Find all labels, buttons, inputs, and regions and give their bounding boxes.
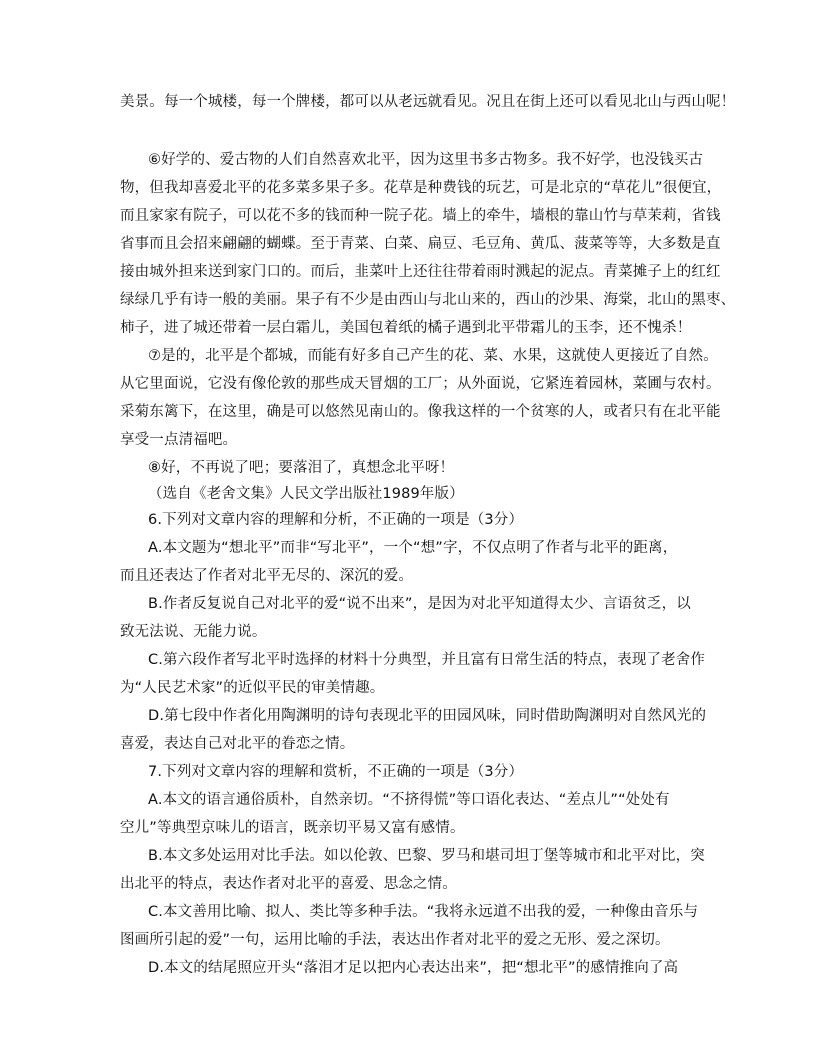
question-6-option-a: A.本文题为“想北平”而非“写北平”，一个“想”字，不仅点明了作者与北平的距离， — [148, 540, 678, 556]
question-6-option-b: B.作者反复说自己对北平的爱“说不出来”，是因为对北平知道得太少、言语贫乏，以 — [148, 596, 691, 612]
text-line: ⑧好，不再说了吧；要落泪了，真想念北平呀！ — [148, 460, 455, 476]
text-line: 图画所引起的爱”一句，运用比喻的手法，表达出作者对北平的爱之无形、爱之深切。 — [120, 932, 670, 948]
question-7-option-c: C.本文善用比喻、拟人、类比等多种手法。“我将永远道不出我的爱，一种像由音乐与 — [148, 904, 699, 920]
text-line: 致无法说、无能力说。 — [120, 624, 267, 640]
question-7-option-a: A.本文的语言通俗质朴，自然亲切。“不挤得慌”等口语化表达、“差点儿”“处处有 — [148, 792, 670, 808]
text-line: 喜爱，表达自己对北平的眷恋之情。 — [120, 736, 355, 752]
text-line: 绿绿几乎有诗一般的美丽。果子有不少是由西山与北山来的，西山的沙果、海棠，北山的黑枣、 — [120, 292, 736, 308]
text-line: 采菊东篱下，在这里，确是可以悠然见南山的。像我这样的一个贫寒的人，或者只有在北平能 — [120, 404, 721, 420]
text-line: 接由城外担来送到家门口的。而后，韭菜叶上还往往带着雨时溅起的泥点。青菜摊子上的红红 — [120, 264, 721, 280]
question-7-option-b: B.本文多处运用对比手法。如以伦敦、巴黎、罗马和堪司坦丁堡等城市和北平对比，突 — [148, 848, 705, 864]
text-line: 而且还表达了作者对北平无尽的、深沉的爱。 — [120, 568, 413, 584]
question-6-stem: 6.下列对文章内容的理解和分析，不正确的一项是（3分） — [148, 512, 524, 528]
text-line: ⑦是的，北平是个都城，而能有好多自己产生的花、菜、水果，这就使人更接近了自然。 — [148, 348, 718, 364]
text-line: ⑥好学的、爱古物的人们自然喜欢北平，因为这里书多古物多。我不好学，也没钱买古 — [148, 152, 704, 168]
text-line: 从它里面说，它没有像伦敦的那些成天冒烟的工厂；从外面说，它紧连着园林，菜圃与农村。 — [120, 376, 721, 392]
text-line: 空儿”等典型京味儿的语言，既亲切平易又富有感情。 — [120, 820, 465, 836]
text-line: 物，但我却喜爱北平的花多菜多果子多。花草是种费钱的玩艺，可是北京的“草花儿”很便宜， — [120, 180, 722, 196]
text-line: 而且家家有院子，可以花不多的钱而种一院子花。墙上的牵牛，墙根的靠山竹与草茉莉，省钱 — [120, 208, 721, 224]
text-line: 省事而且会招来翩翩的蝴蝶。至于青菜、白菜、扁豆、毛豆角、黄瓜、菠菜等等，大多数是直 — [120, 236, 721, 252]
question-6-option-c: C.第六段作者写北平时选择的材料十分典型，并且富有日常生活的特点，表现了老舍作 — [148, 652, 706, 668]
question-7-option-d: D.本文的结尾照应开头“落泪才足以把内心表达出来”，把“想北平”的感情推向了高 — [148, 960, 679, 976]
text-line: 享受一点清福吧。 — [120, 432, 238, 448]
text-line: 美景。每一个城楼，每一个牌楼，都可以从老远就看见。况且在街上还可以看见北山与西山呢！ — [120, 94, 736, 110]
text-line: 出北平的特点，表达作者对北平的喜爱、思念之情。 — [120, 876, 457, 892]
source-citation: （选自《老舍文集》人民文学出版社1989年版） — [148, 486, 464, 502]
question-7-stem: 7.下列对文章内容的理解和赏析，不正确的一项是（3分） — [148, 764, 524, 780]
text-line: 为“人民艺术家”的近似平民的审美情趣。 — [120, 680, 385, 696]
text-line: 柿子，进了城还带着一层白霜儿，美国包着纸的橘子遇到北平带霜儿的玉李，还不愧杀！ — [120, 320, 692, 336]
question-6-option-d: D.第七段中作者化用陶渊明的诗句表现北平的田园风味，同时借助陶渊明对自然风光的 — [148, 708, 707, 724]
